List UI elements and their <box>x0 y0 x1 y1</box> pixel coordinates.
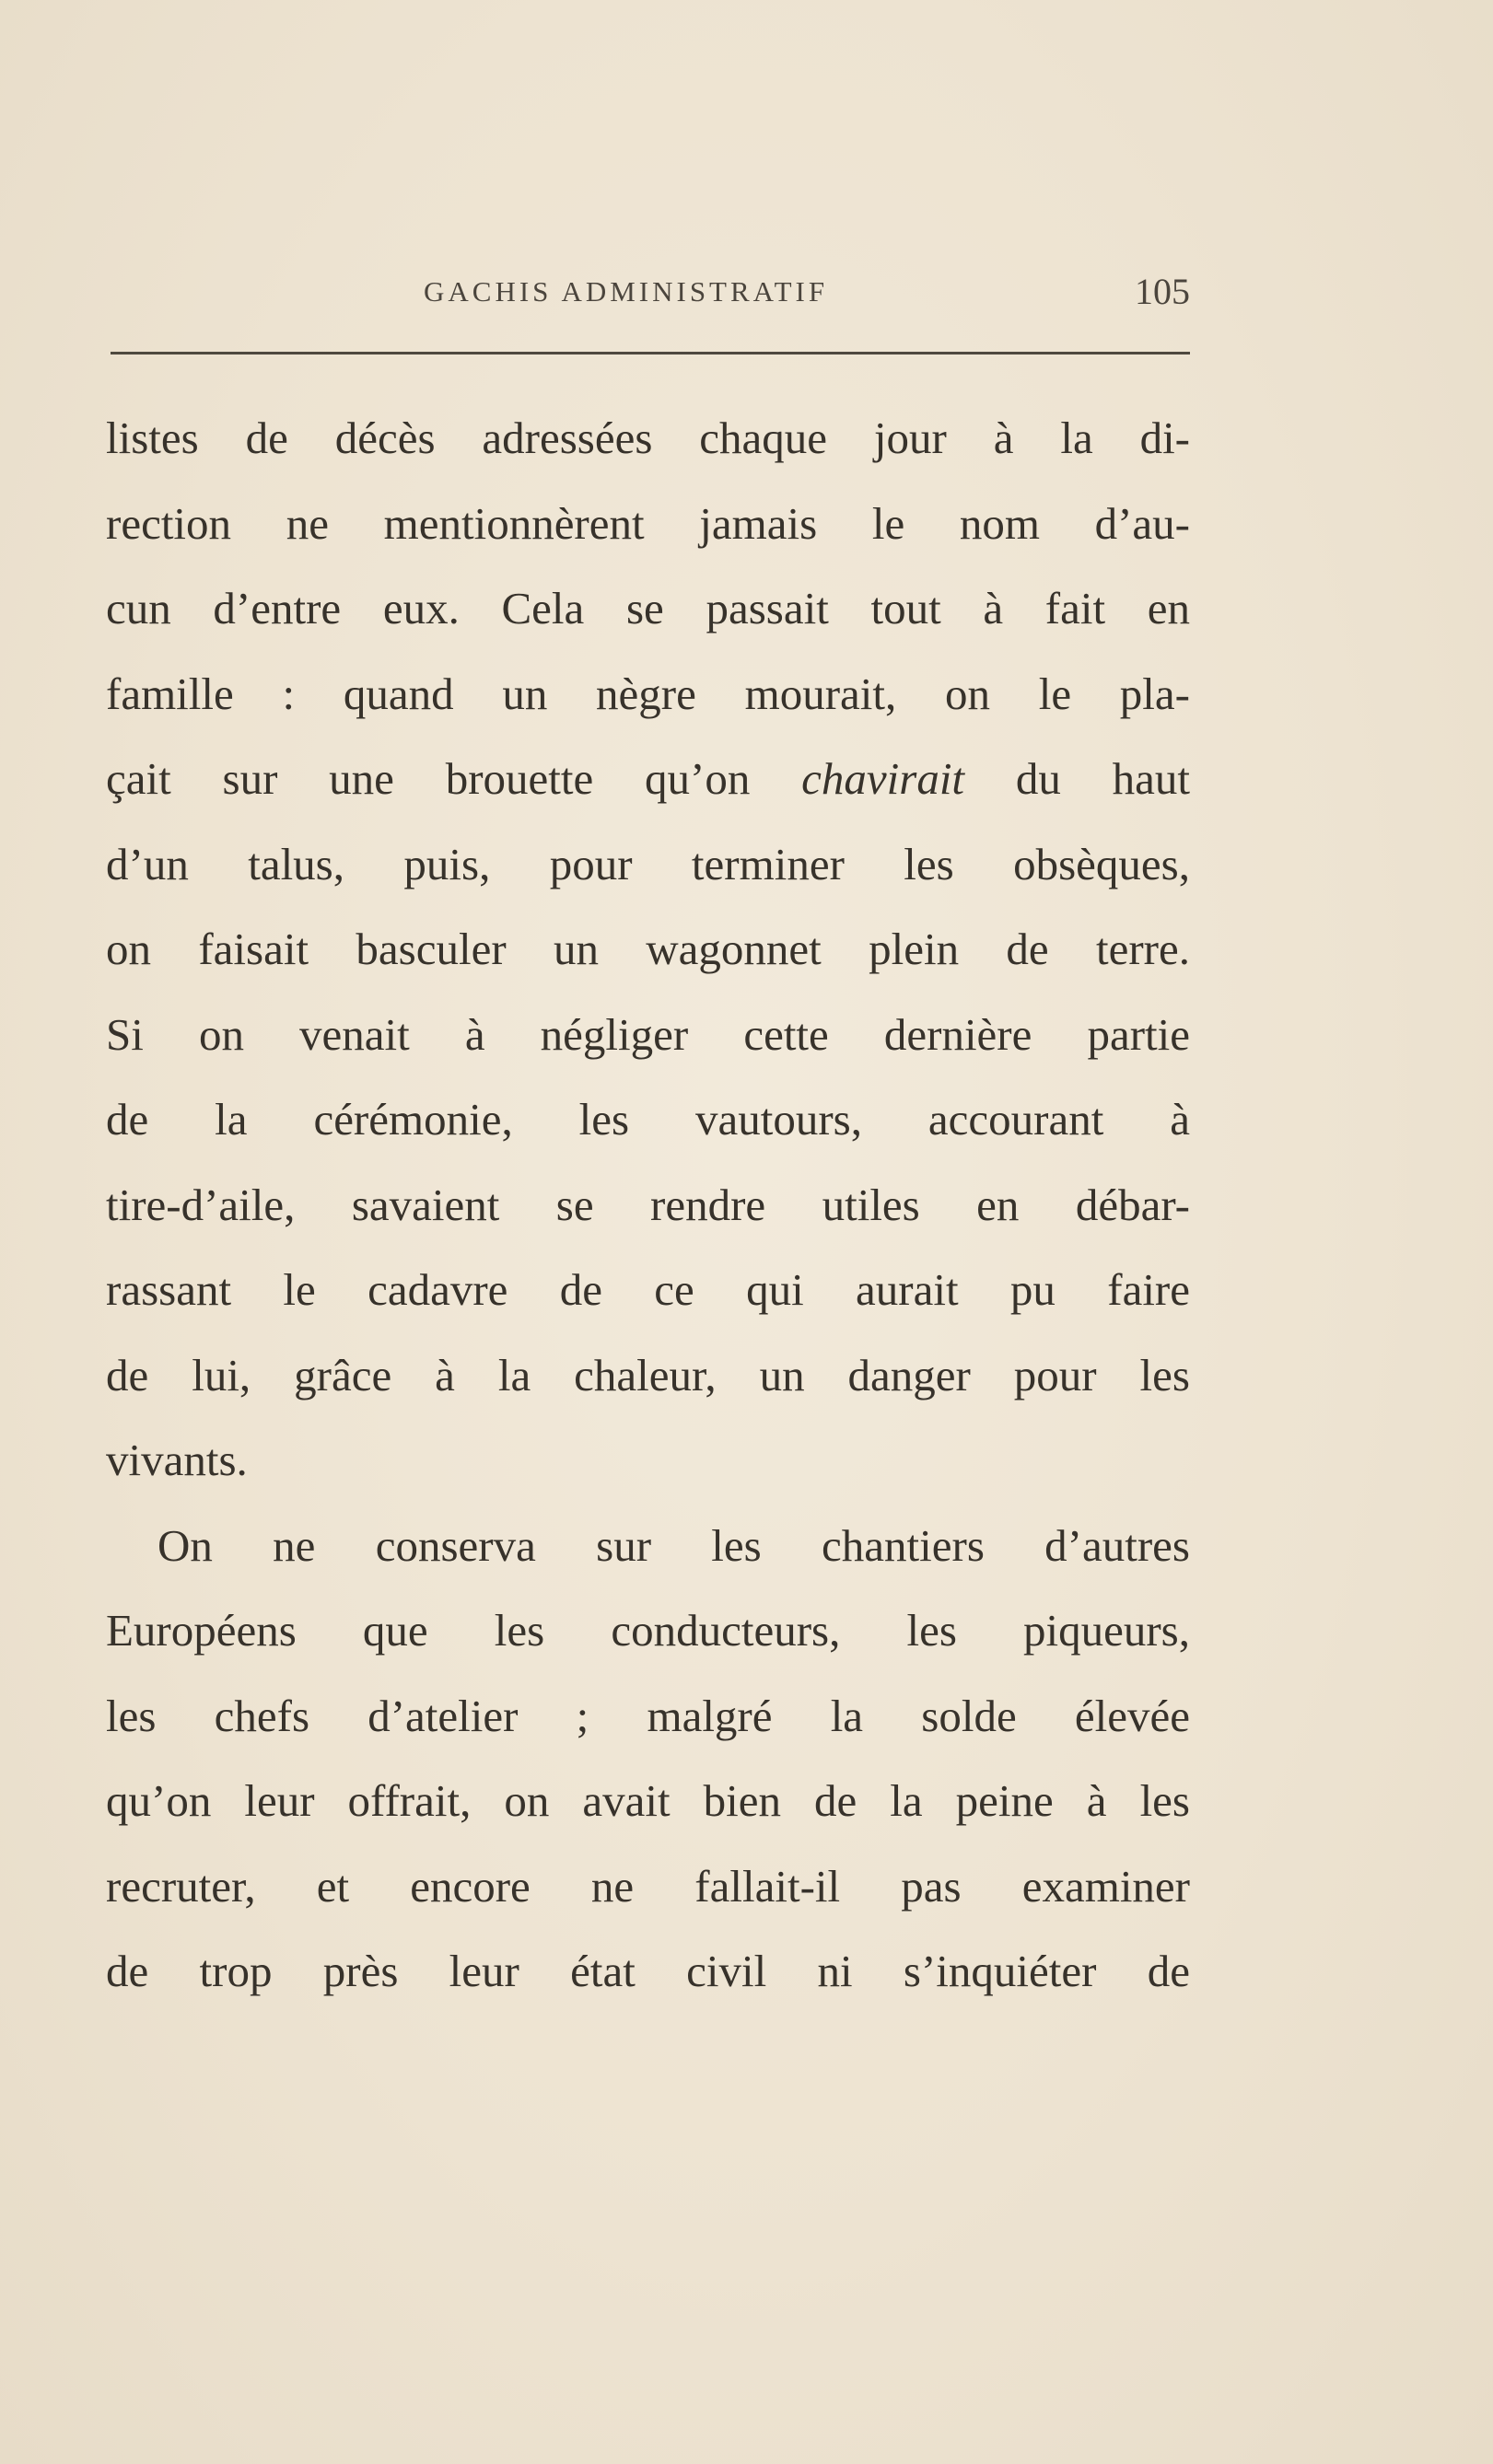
header-rule <box>111 352 1190 354</box>
text-segment: çait sur une brouette qu’on <box>106 753 802 804</box>
italic-word: chavirait <box>801 753 965 804</box>
text-line: qu’on leur offrait, on avait bien de la peine à les <box>106 1775 1190 1826</box>
text-line: Si on venait à négliger cette dernière partie <box>106 1008 1190 1060</box>
text-line: de trop près leur état civil ni s’inquiéter de <box>106 1946 1190 1996</box>
text-line: d’un talus, puis, pour terminer les obsèques, <box>106 838 1190 889</box>
text-line: rassant le cadavre de ce qui aurait pu faire <box>106 1264 1190 1315</box>
running-head-title: GACHIS ADMINISTRATIF <box>424 275 829 308</box>
text-line: famille : quand un nègre mourait, on le pla- <box>106 668 1190 719</box>
running-head <box>111 269 1190 315</box>
text-line: On ne conserva sur les chantiers d’autres <box>157 1519 1190 1571</box>
text-line: tire-d’aile, savaient se rendre utiles en débar- <box>106 1179 1190 1230</box>
text-line: listes de décès adressées chaque jour à la di- <box>106 413 1190 463</box>
page-number: 105 <box>1135 271 1190 312</box>
text-segment: du haut <box>964 753 1190 804</box>
text-line: de lui, grâce à la chaleur, un danger pour les <box>106 1349 1190 1401</box>
text-line: cun d’entre eux. Cela se passait tout à fait en <box>106 583 1190 633</box>
text-line: Européens que les conducteurs, les piqueurs, <box>106 1605 1190 1656</box>
text-line: de la cérémonie, les vautours, accourant à <box>106 1094 1190 1145</box>
text-line: les chefs d’atelier ; malgré la solde élevée <box>106 1690 1190 1741</box>
text-line: recruter, et encore ne fallait-il pas examiner <box>106 1860 1190 1912</box>
body-text <box>106 396 1190 2015</box>
text-line: vivants. <box>106 1435 248 1485</box>
text-line: rection ne mentionnèrent jamais le nom d’au- <box>106 497 1190 549</box>
text-line-with-italic <box>106 737 1190 822</box>
text-line: on faisait basculer un wagonnet plein de terre. <box>106 924 1190 974</box>
